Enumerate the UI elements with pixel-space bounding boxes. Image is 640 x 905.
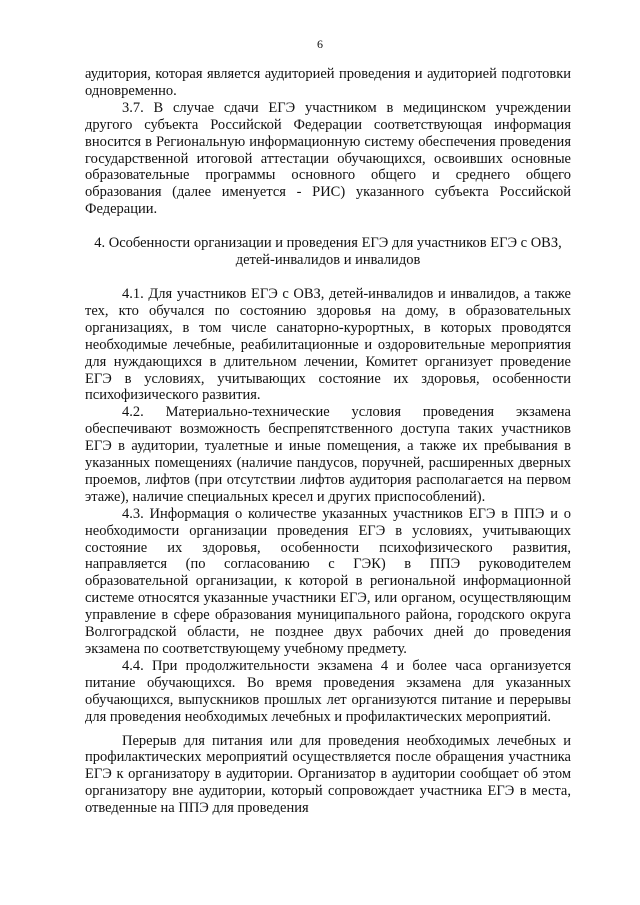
paragraph-3-7: 3.7. В случае сдачи ЕГЭ участником в медицинском учреждении другого субъекта Российской Федерации соответствующая информация вносится в Региональную информационную систему обеспечения проведения государственной итоговой аттестации обучающихся, освоивших основные образовательные программы основного общего и среднего общего образования (далее именуется - РИС) указанного субъекта Российской Федерации. xyxy=(85,99,571,218)
section-heading-4: 4. Особенности организации и проведения ЕГЭ для участников ЕГЭ с ОВЗ, детей-инвалидов и инвалидов xyxy=(94,235,562,269)
paragraph-continuation: аудитория, которая является аудиторией проведения и аудиторией подготовки одновременно. xyxy=(85,66,571,99)
page-number: 6 xyxy=(317,37,323,51)
document-body xyxy=(85,66,571,817)
paragraph-4-1: 4.1. Для участников ЕГЭ с ОВЗ, детей-инвалидов и инвалидов, а также тех, кто обучался по состоянию здоровья на дому, в образовательных организациях, в том числе санаторно-курортных, в которых проводятся необходимые лечебные, реабилитационные и оздоровительные мероприятия для нуждающихся в длительном лечении, Комитет организует проведение ЕГЭ в условиях, учитывающих состояние их здоровья, особенности психофизического развития. xyxy=(85,285,571,404)
paragraph-4-3: 4.3. Информация о количестве указанных участников ЕГЭ в ППЭ и о необходимости организации проведения ЕГЭ в условиях, учитывающих состояние их здоровья, особенности психофизического развития, направляется (по согласованию с ГЭК) в ППЭ руководителем образовательной организации, к которой в региональной информационной системе относятся указанные участники ЕГЭ, или органом, осуществляющим управление в сфере образования муниципального района, городского округа Волгоградской области, не позднее двух рабочих дней до проведения экзамена по соответствующему учебному предмету. xyxy=(85,505,571,657)
paragraph-4-2: 4.2. Материально-технические условия проведения экзамена обеспечивают возможность беспрепятственного доступа таких участников ЕГЭ в аудитории, туалетные и иные помещения, а также их пребывания в указанных помещениях (наличие пандусов, поручней, расширенных дверных проемов, лифтов (при отсутствии лифтов аудитория располагается на первом этаже), наличие специальных кресел и других приспособлений). xyxy=(85,404,571,505)
paragraph-4-4: 4.4. При продолжительности экзамена 4 и более часа организуется питание обучающихся. Во время проведения экзамена для указанных обучающихся, выпускников прошлых лет организуются питание и перерывы для проведения необходимых лечебных и профилактических мероприятий. xyxy=(85,657,571,725)
paragraph-break-rules: Перерыв для питания или для проведения необходимых лечебных и профилактических мероприятий осуществляется после обращения участника ЕГЭ к организатору в аудитории. Организатор в аудитории сообщает об этом организатору вне аудитории, который сопровождает участника ЕГЭ в места, отведенные на ППЭ для проведения xyxy=(85,732,571,817)
